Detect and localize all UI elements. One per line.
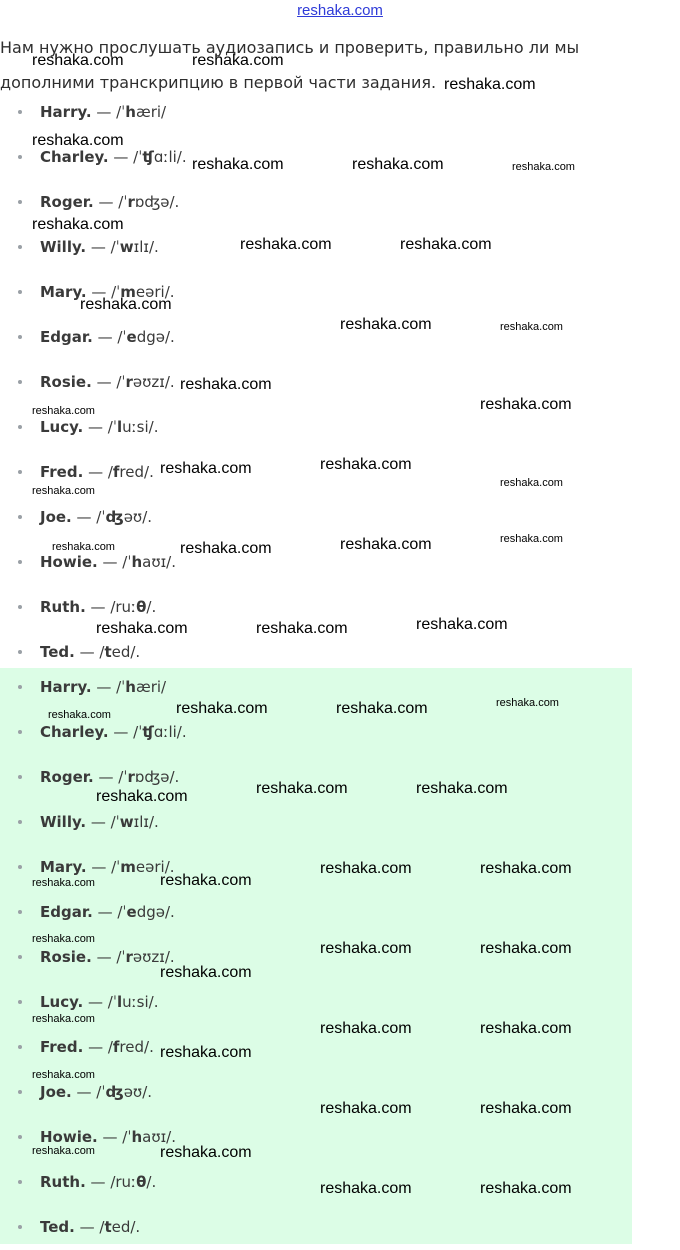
- highlighted-sound: ʧ: [142, 723, 154, 741]
- watermark-text: reshaka.com: [80, 296, 172, 313]
- transcription-prefix: — /ˈ: [86, 813, 120, 831]
- watermark-text: reshaka.com: [192, 156, 284, 173]
- highlighted-sound: ʤ: [105, 1083, 124, 1101]
- word-name: Ted.: [40, 1218, 75, 1236]
- watermark-text: reshaka.com: [336, 700, 428, 717]
- transcription-prefix: — /ˈ: [92, 903, 127, 921]
- highlighted-sound: m: [120, 858, 136, 876]
- bullet-icon: [18, 775, 22, 779]
- transcription-prefix: — /ˈ: [86, 283, 121, 301]
- transcription-prefix: — /: [74, 1218, 105, 1236]
- word-name: Roger.: [40, 193, 94, 211]
- transcription-suffix: ed/.: [111, 643, 141, 661]
- bullet-icon: [18, 730, 22, 734]
- word-name: Ruth.: [40, 1173, 86, 1191]
- bullet-icon: [18, 290, 22, 294]
- bullet-icon: [18, 335, 22, 339]
- word-name: Fred.: [40, 1038, 84, 1056]
- transcription-suffix: red/.: [119, 463, 154, 481]
- bullet-icon: [18, 865, 22, 869]
- transcription-text: [40, 1160, 156, 1205]
- word-name: Rosie.: [40, 373, 92, 391]
- highlighted-sound: t: [104, 1218, 112, 1236]
- watermark-text: reshaka.com: [500, 533, 563, 545]
- highlighted-sound: e: [126, 903, 137, 921]
- transcription-suffix: əʊzɪ/.: [132, 948, 175, 966]
- transcription-text: [40, 1025, 154, 1070]
- highlighted-sound: h: [131, 1128, 143, 1146]
- transcription-text: [40, 800, 159, 845]
- list-item: [0, 800, 632, 845]
- transcription-prefix: — /ˈ: [108, 148, 143, 166]
- watermark-text: reshaka.com: [32, 405, 95, 417]
- transcription-suffix: aʊɪ/.: [142, 553, 176, 571]
- watermark-text: reshaka.com: [320, 1020, 412, 1037]
- watermark-text: reshaka.com: [496, 697, 559, 709]
- watermark-text: reshaka.com: [32, 877, 95, 889]
- bullet-icon: [18, 685, 22, 689]
- highlighted-sound: l: [116, 993, 123, 1011]
- word-name: Rosie.: [40, 948, 92, 966]
- transcription-text: [40, 495, 152, 540]
- watermark-text: reshaka.com: [32, 1013, 95, 1025]
- transcription-suffix: ɒʤə/.: [134, 768, 180, 786]
- watermark-text: reshaka.com: [176, 700, 268, 717]
- word-name: Edgar.: [40, 903, 93, 921]
- watermark-text: reshaka.com: [480, 1180, 572, 1197]
- highlighted-sound: t: [104, 643, 112, 661]
- bullet-icon: [18, 1045, 22, 1049]
- bullet-icon: [18, 1225, 22, 1229]
- word-name: Howie.: [40, 1128, 98, 1146]
- watermark-text: reshaka.com: [160, 1044, 252, 1061]
- watermark-text: reshaka.com: [512, 161, 575, 173]
- site-link[interactable]: reshaka.com: [297, 2, 383, 19]
- watermark-text: reshaka.com: [192, 52, 284, 69]
- watermark-text: reshaka.com: [320, 860, 412, 877]
- watermark-text: reshaka.com: [500, 477, 563, 489]
- transcription-prefix: — /ˈ: [91, 948, 126, 966]
- watermark-text: reshaka.com: [340, 316, 432, 333]
- transcription-prefix: — /ˈ: [91, 678, 126, 696]
- transcription-suffix: dgə/.: [136, 903, 175, 921]
- word-name: Charley.: [40, 148, 109, 166]
- transcription-suffix: ɑːli/.: [153, 148, 187, 166]
- word-name: Fred.: [40, 463, 84, 481]
- transcription-text: [40, 315, 175, 360]
- watermark-text: reshaka.com: [400, 236, 492, 253]
- list-item: [0, 90, 632, 135]
- transcription-prefix: — /ˈ: [92, 328, 127, 346]
- watermark-text: reshaka.com: [416, 616, 508, 633]
- transcription-prefix: — /ˈ: [97, 553, 132, 571]
- transcription-suffix: ɪlɪ/.: [133, 813, 159, 831]
- watermark-text: reshaka.com: [352, 156, 444, 173]
- transcription-suffix: ɑːli/.: [153, 723, 187, 741]
- highlighted-sound: θ: [136, 1173, 147, 1191]
- bullet-icon: [18, 560, 22, 564]
- word-name: Lucy.: [40, 418, 84, 436]
- highlighted-sound: w: [119, 813, 134, 831]
- watermark-text: reshaka.com: [96, 620, 188, 637]
- watermark-text: reshaka.com: [480, 1100, 572, 1117]
- transcription-list-first: [0, 90, 632, 675]
- transcription-prefix: — /ˈ: [86, 238, 120, 256]
- list-item: [0, 1205, 632, 1250]
- transcription-prefix: — /ˈ: [93, 193, 128, 211]
- transcription-prefix: — /ˈ: [97, 1128, 132, 1146]
- word-name: Joe.: [40, 1083, 72, 1101]
- highlighted-sound: h: [125, 103, 136, 121]
- highlighted-sound: r: [125, 948, 133, 966]
- word-name: Lucy.: [40, 993, 84, 1011]
- highlighted-sound: ʤ: [105, 508, 124, 526]
- watermark-text: reshaka.com: [340, 536, 432, 553]
- transcription-prefix: — /ˈ: [108, 723, 143, 741]
- transcription-prefix: — /: [83, 1038, 113, 1056]
- word-name: Harry.: [40, 678, 92, 696]
- word-name: Edgar.: [40, 328, 93, 346]
- transcription-suffix: /.: [146, 598, 157, 616]
- list-item: [0, 890, 632, 935]
- watermark-text: reshaka.com: [32, 132, 124, 149]
- bullet-icon: [18, 1135, 22, 1139]
- transcription-prefix: — /ˈ: [91, 103, 126, 121]
- transcription-prefix: — /ˈ: [71, 1083, 106, 1101]
- watermark-text: reshaka.com: [256, 620, 348, 637]
- bullet-icon: [18, 1000, 22, 1004]
- bullet-icon: [18, 245, 22, 249]
- bullet-icon: [18, 955, 22, 959]
- watermark-text: reshaka.com: [160, 872, 252, 889]
- word-name: Mary.: [40, 283, 87, 301]
- transcription-prefix: — /ˈ: [83, 418, 117, 436]
- watermark-text: reshaka.com: [320, 1180, 412, 1197]
- highlighted-sound: θ: [136, 598, 147, 616]
- highlighted-sound: f: [112, 1038, 120, 1056]
- watermark-text: reshaka.com: [52, 541, 115, 553]
- watermark-text: reshaka.com: [444, 76, 536, 93]
- bullet-icon: [18, 470, 22, 474]
- word-name: Harry.: [40, 103, 92, 121]
- bullet-icon: [18, 155, 22, 159]
- bullet-icon: [18, 425, 22, 429]
- transcription-suffix: red/.: [119, 1038, 154, 1056]
- transcription-suffix: ed/.: [111, 1218, 141, 1236]
- highlighted-sound: m: [120, 283, 136, 301]
- word-name: Willy.: [40, 238, 87, 256]
- bullet-icon: [18, 910, 22, 914]
- highlighted-sound: h: [125, 678, 136, 696]
- transcription-suffix: uːsi/.: [122, 993, 159, 1011]
- transcription-prefix: — /ˈ: [91, 373, 126, 391]
- watermark-text: reshaka.com: [320, 456, 412, 473]
- transcription-text: [40, 360, 175, 405]
- transcription-prefix: — /ruː: [85, 1173, 137, 1191]
- word-name: Charley.: [40, 723, 109, 741]
- watermark-text: reshaka.com: [32, 1145, 95, 1157]
- highlighted-sound: h: [131, 553, 143, 571]
- watermark-text: reshaka.com: [160, 460, 252, 477]
- watermark-text: reshaka.com: [32, 1069, 95, 1081]
- highlighted-sound: w: [119, 238, 134, 256]
- watermark-text: reshaka.com: [32, 933, 95, 945]
- watermark-text: reshaka.com: [500, 321, 563, 333]
- watermark-text: reshaka.com: [160, 1144, 252, 1161]
- word-name: Mary.: [40, 858, 87, 876]
- word-name: Willy.: [40, 813, 87, 831]
- highlighted-sound: e: [126, 328, 137, 346]
- highlighted-sound: r: [125, 373, 133, 391]
- watermark-text: reshaka.com: [256, 780, 348, 797]
- transcription-prefix: — /ruː: [85, 598, 137, 616]
- highlighted-sound: f: [112, 463, 120, 481]
- transcription-text: [40, 665, 166, 710]
- word-name: Howie.: [40, 553, 98, 571]
- transcription-prefix: — /ˈ: [93, 768, 128, 786]
- watermark-text: reshaka.com: [416, 780, 508, 797]
- watermark-text: reshaka.com: [480, 1020, 572, 1037]
- watermark-text: reshaka.com: [480, 860, 572, 877]
- transcription-suffix: eəri/.: [135, 858, 175, 876]
- bullet-icon: [18, 110, 22, 114]
- word-name: Joe.: [40, 508, 72, 526]
- bullet-icon: [18, 1180, 22, 1184]
- watermark-text: reshaka.com: [480, 940, 572, 957]
- highlighted-sound: ʧ: [142, 148, 154, 166]
- transcription-prefix: — /: [83, 463, 113, 481]
- transcription-prefix: — /: [74, 643, 105, 661]
- transcription-suffix: əʊzɪ/.: [132, 373, 175, 391]
- highlighted-sound: r: [127, 768, 135, 786]
- transcription-text: [40, 90, 166, 135]
- watermark-text: reshaka.com: [320, 940, 412, 957]
- bullet-icon: [18, 650, 22, 654]
- watermark-text: reshaka.com: [180, 540, 272, 557]
- watermark-text: reshaka.com: [32, 216, 124, 233]
- transcription-suffix: əʊ/.: [123, 1083, 153, 1101]
- transcription-prefix: — /ˈ: [86, 858, 121, 876]
- bullet-icon: [18, 515, 22, 519]
- watermark-text: reshaka.com: [320, 1100, 412, 1117]
- highlighted-sound: l: [116, 418, 123, 436]
- watermark-text: reshaka.com: [32, 52, 124, 69]
- transcription-prefix: — /ˈ: [83, 993, 117, 1011]
- bullet-icon: [18, 380, 22, 384]
- word-name: Roger.: [40, 768, 94, 786]
- transcription-suffix: ɒʤə/.: [134, 193, 180, 211]
- transcription-suffix: uːsi/.: [122, 418, 159, 436]
- transcription-suffix: æri/: [135, 103, 167, 121]
- watermark-text: reshaka.com: [180, 376, 272, 393]
- word-name: Ted.: [40, 643, 75, 661]
- transcription-suffix: /.: [146, 1173, 157, 1191]
- bullet-icon: [18, 820, 22, 824]
- transcription-suffix: æri/: [135, 678, 167, 696]
- transcription-suffix: aʊɪ/.: [142, 1128, 176, 1146]
- watermark-text: reshaka.com: [96, 788, 188, 805]
- transcription-text: [40, 890, 175, 935]
- transcription-text: [40, 1205, 140, 1250]
- transcription-suffix: ɪlɪ/.: [133, 238, 159, 256]
- transcription-suffix: əʊ/.: [123, 508, 153, 526]
- word-name: Ruth.: [40, 598, 86, 616]
- watermark-text: reshaka.com: [480, 396, 572, 413]
- bullet-icon: [18, 200, 22, 204]
- transcription-prefix: — /ˈ: [71, 508, 106, 526]
- bullet-icon: [18, 605, 22, 609]
- intro-text: Нам нужно прослушать аудиозапись и проверить, правильно ли мы дополними транскрипцию в первой части задания.: [0, 38, 580, 92]
- watermark-text: reshaka.com: [240, 236, 332, 253]
- transcription-suffix: eəri/.: [135, 283, 175, 301]
- watermark-text: reshaka.com: [32, 485, 95, 497]
- bullet-icon: [18, 1090, 22, 1094]
- watermark-text: reshaka.com: [48, 709, 111, 721]
- highlighted-sound: r: [127, 193, 135, 211]
- transcription-suffix: dgə/.: [136, 328, 175, 346]
- watermark-text: reshaka.com: [160, 964, 252, 981]
